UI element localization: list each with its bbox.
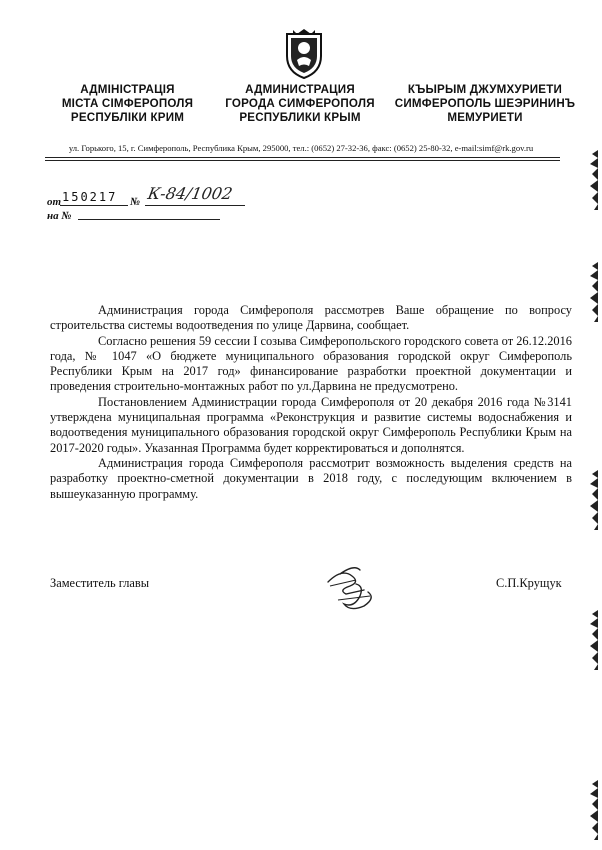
header-ukrainian [40,83,215,125]
header-right-line-3: МЕМУРИЕТИ [447,111,523,124]
header-rule-thick [45,157,560,158]
paragraph-4: Администрация города Симферополя рассмотрит возможность выделения средств на разработку проектно-сметной документации в 2018 году, с последующим включением в вышеуказанную программу. [50,455,572,501]
address-line: ул. Горького, 15, г. Симферополь, Республика Крым, 295000, тел.: (0652) 27-32-36, факс: (0652) 25-80-32, e-mail:simf@rk.gov.ru [68,143,534,153]
header-left-line-1: АДМІНІСТРАЦІЯ [80,83,175,96]
binder-hole-mark [584,150,598,210]
number-underline [145,205,245,206]
registration-date: 150217 [62,190,118,204]
date-label: от [47,196,62,208]
header-crimean-tatar [390,83,580,125]
header-left-line-3: РЕСПУБЛІКИ КРИМ [70,111,185,124]
header-rule-thin [45,160,560,161]
reply-number-label: на № [47,210,72,222]
paragraph-1: Администрация города Симферополя рассмотрев Ваше обращение по вопросу строительства системы водоотведения по улице Дарвина, сообщает. [50,303,572,333]
registration-number: К-84/1002 [146,184,234,203]
reply-underline [78,219,220,220]
header-middle-line-2: ГОРОДА СИМФЕРОПОЛЯ [225,97,375,110]
handwritten-signature [320,560,390,620]
header-right-line-2: СИМФЕРОПОЛЬ ШЕЭРИНИНЪ [394,97,576,110]
binder-hole-mark [584,610,598,670]
paragraph-2: Согласно решения 59 сессии I созыва Симферопольского городского совета от 26.12.2016 года, № 1047 «О бюджете муниципального образования городской округ Симферополь Республики Крым на 2017 год» финансирование разработки проектной документации и проведения строительно-монтажных работ по ул.Дарвина не предусмотрено. [50,333,572,394]
header-russian [210,83,390,125]
binder-hole-mark [584,470,598,530]
header-right-line-1: КЪЫРЫМ ДЖУМХУРИЕТИ [407,83,563,96]
date-underline [60,205,128,206]
crimea-emblem-icon [283,28,325,80]
signatory-position: Заместитель главы [50,576,150,590]
binder-hole-mark [584,262,598,322]
binder-hole-mark [584,780,598,840]
header-middle-line-3: РЕСПУБЛИКИ КРЫМ [239,111,361,124]
header-left-line-2: МІСТА СІМФЕРОПОЛЯ [61,97,194,110]
number-label: № [130,196,141,208]
signatory-name: С.П.Крущук [496,576,562,590]
letter-body [50,303,572,502]
header-middle-line-1: АДМИНИСТРАЦИЯ [245,83,355,96]
paragraph-3: Постановлением Администрации города Симферополя от 20 декабря 2016 года №3141 утверждена муниципальная программа «Реконструкция и развитие системы водоснабжения и водоотведения муниципального образования городской округ Симферополь Республики Крым на 2017-2020 годы». Указанная Программа будет корректироваться и дополнятся. [50,394,572,455]
